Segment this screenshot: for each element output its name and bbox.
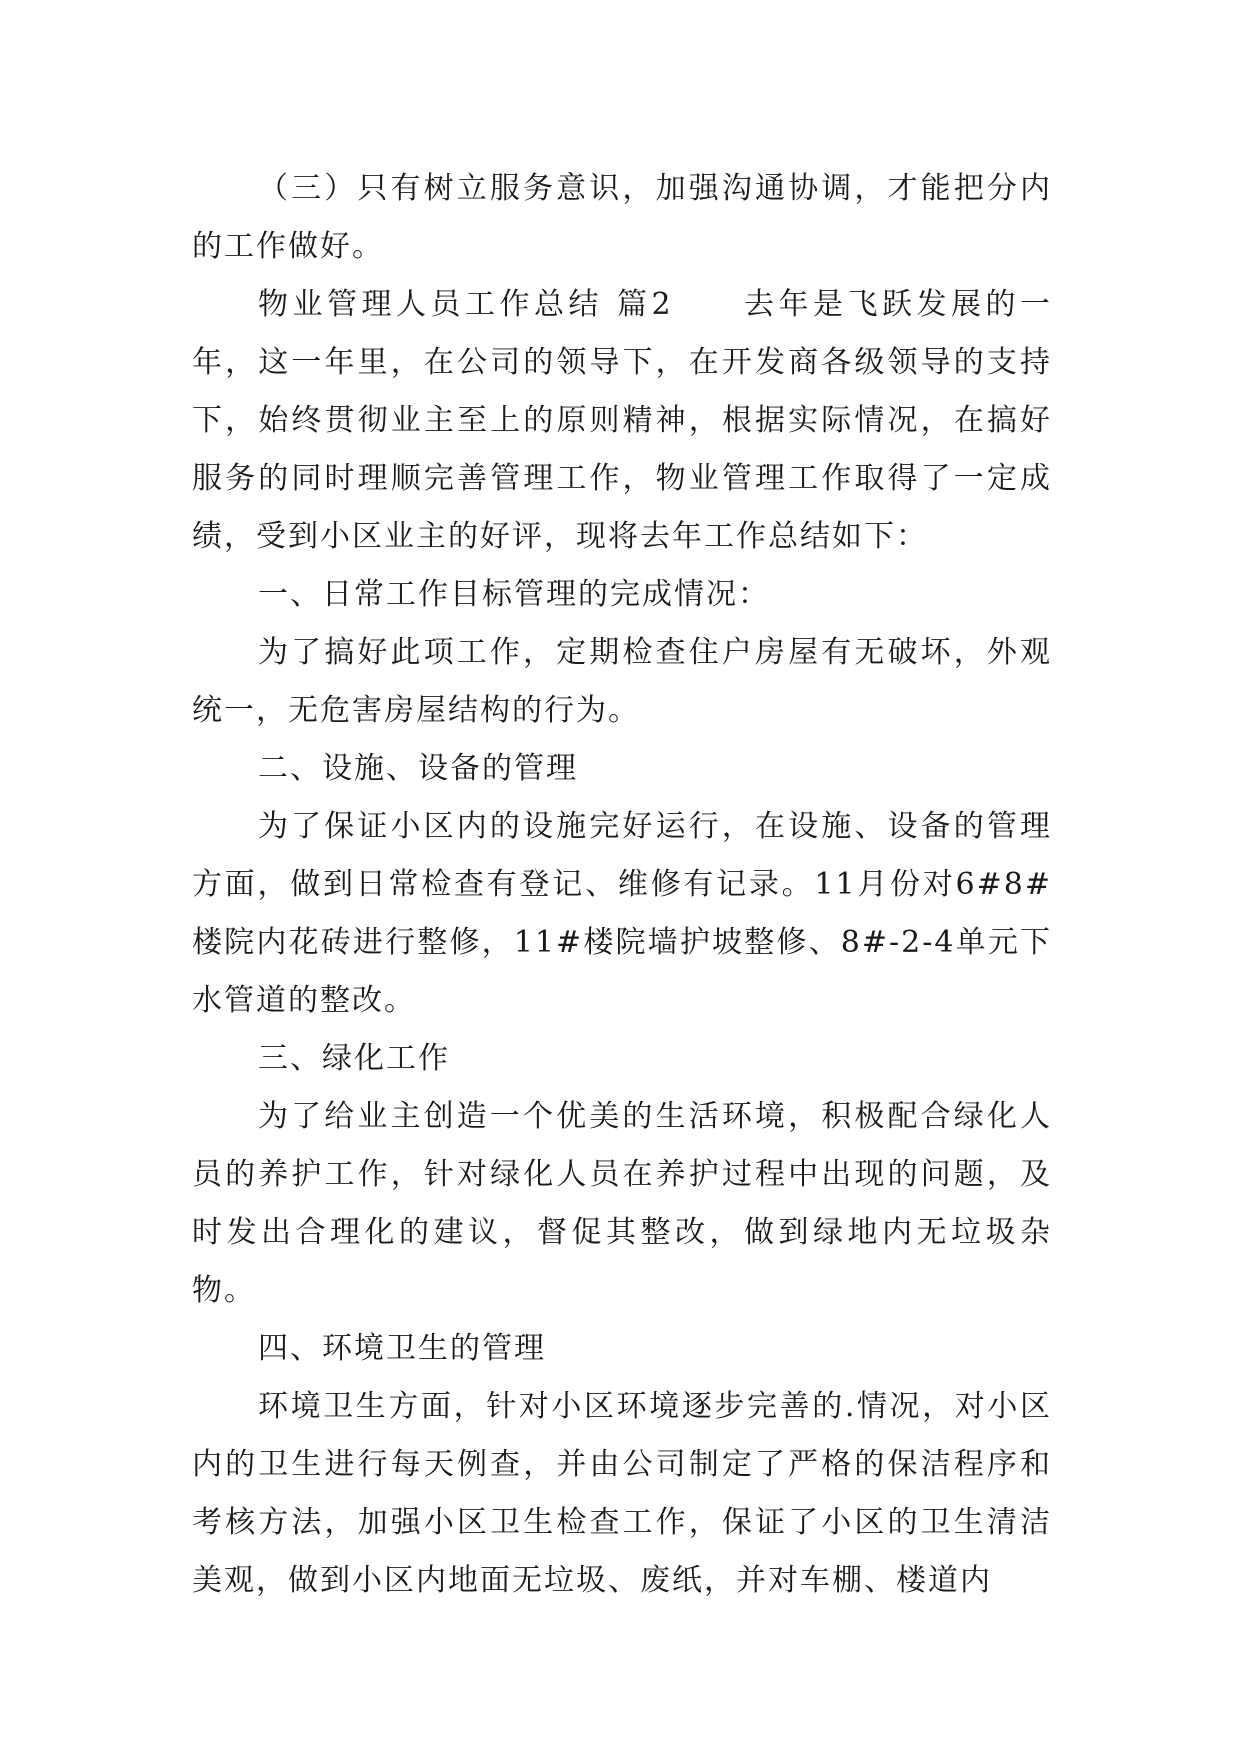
heading-sanitation: 四、环境卫生的管理 — [258, 1331, 546, 1366]
paragraph-service-awareness: （三）只有树立服务意识，加强沟通协调，才能把分内的工作做好。 — [192, 171, 1052, 264]
paragraph-sanitation: 环境卫生方面，针对小区环境逐步完善的.情况，对小区内的卫生进行每天例查，并由公司制定了严格的保洁程序和考核方法，加强小区卫生检查工作，保证了小区的卫生清洁美观，做到小区内地面无垃圾、废纸，并对车棚、楼道内 — [192, 1389, 1052, 1598]
paragraph-facilities: 为了保证小区内的设施完好运行，在设施、设备的管理方面，做到日常检查有登记、维修有记录。11月份对6#8#楼院内花砖进行整修，11#楼院墙护坡整修、8#-2-4单元下水管道的整改。 — [192, 809, 1052, 1018]
paragraph-daily-goals: 为了搞好此项工作，定期检查住户房屋有无破坏，外观统一，无危害房屋结构的行为。 — [192, 635, 1052, 728]
heading-daily-goals: 一、日常工作目标管理的完成情况： — [258, 577, 770, 612]
document-body — [192, 160, 1052, 1610]
heading-facilities: 二、设施、设备的管理 — [258, 751, 578, 786]
heading-greening: 三、绿化工作 — [258, 1041, 450, 1076]
paragraph-summary-intro: 物业管理人员工作总结 篇2 去年是飞跃发展的一年，这一年里，在公司的领导下，在开发商各级领导的支持下，始终贯彻业主至上的原则精神，根据实际情况，在搞好服务的同时理顺完善管理工作，物业管理工作取得了一定成绩，受到小区业主的好评，现将去年工作总结如下： — [192, 287, 1052, 554]
paragraph-greening: 为了给业主创造一个优美的生活环境，积极配合绿化人员的养护工作，针对绿化人员在养护过程中出现的问题，及时发出合理化的建议，督促其整改，做到绿地内无垃圾杂物。 — [192, 1099, 1052, 1308]
